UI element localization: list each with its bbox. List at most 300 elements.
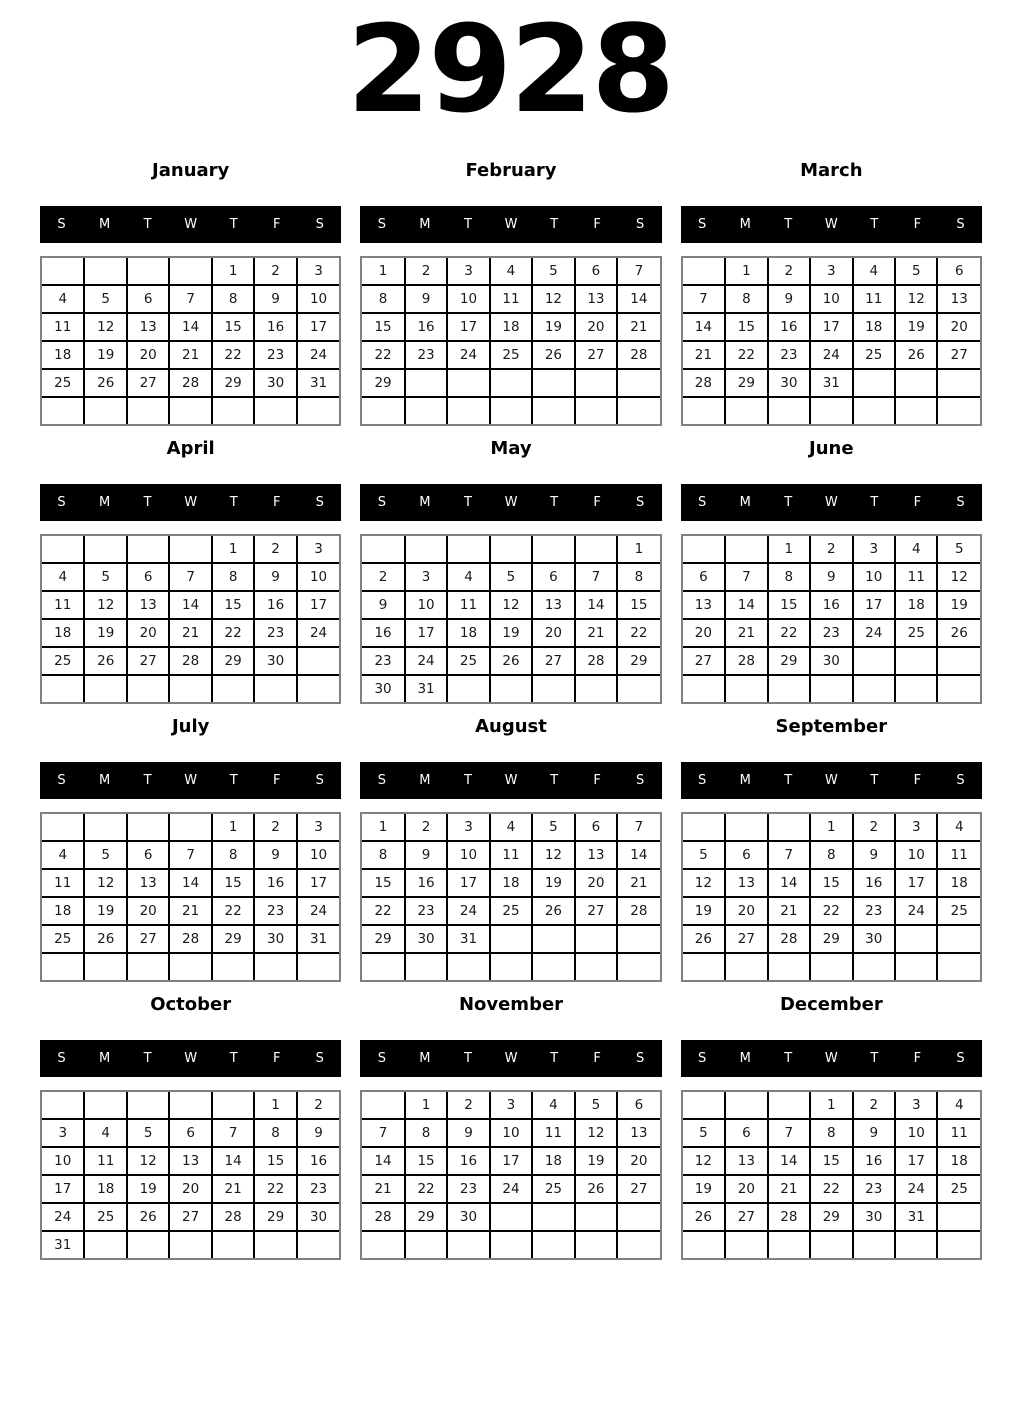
weekday-label: W bbox=[184, 1051, 198, 1066]
day-cell: 7 bbox=[212, 1119, 254, 1147]
weekday-label: T bbox=[870, 1051, 879, 1066]
week-row bbox=[362, 258, 659, 285]
empty-day-cell bbox=[575, 397, 617, 424]
day-cell: 30 bbox=[297, 1203, 340, 1231]
week-row bbox=[42, 1231, 339, 1258]
month-grid-outline bbox=[40, 812, 341, 982]
weekday-label: M bbox=[98, 217, 111, 232]
month-grid-outline bbox=[360, 534, 661, 704]
weekday-label: F bbox=[593, 1051, 601, 1066]
empty-day-cell bbox=[297, 675, 340, 702]
empty-day-cell bbox=[42, 814, 84, 841]
day-cell: 20 bbox=[725, 897, 767, 925]
day-cell: 6 bbox=[617, 1092, 660, 1119]
week-row bbox=[42, 1175, 339, 1203]
day-cell: 26 bbox=[683, 925, 725, 953]
week-row bbox=[683, 258, 980, 285]
day-cell: 10 bbox=[810, 285, 852, 313]
weekday-label: T bbox=[550, 217, 559, 232]
empty-day-cell bbox=[532, 369, 574, 397]
empty-day-cell bbox=[405, 1231, 447, 1258]
day-cell: 26 bbox=[84, 925, 126, 953]
empty-day-cell bbox=[447, 397, 489, 424]
day-cell: 14 bbox=[683, 313, 725, 341]
day-cell: 5 bbox=[532, 258, 574, 285]
weekday-label: M bbox=[739, 773, 751, 788]
day-cell: 1 bbox=[768, 536, 810, 563]
day-cell: 4 bbox=[84, 1119, 126, 1147]
day-cell: 11 bbox=[42, 869, 84, 897]
day-cell: 25 bbox=[490, 897, 532, 925]
empty-day-cell bbox=[937, 675, 980, 702]
month-grid bbox=[683, 1092, 980, 1258]
empty-day-cell bbox=[532, 953, 574, 980]
weekday-label: S bbox=[315, 495, 324, 510]
day-cell: 13 bbox=[532, 591, 574, 619]
day-cell: 5 bbox=[84, 841, 126, 869]
day-cell: 2 bbox=[853, 814, 895, 841]
empty-day-cell bbox=[532, 397, 574, 424]
week-row bbox=[683, 341, 980, 369]
day-cell: 7 bbox=[725, 563, 767, 591]
day-cell: 12 bbox=[575, 1119, 617, 1147]
day-cell: 31 bbox=[447, 925, 489, 953]
weekday-label: S bbox=[698, 495, 707, 510]
day-cell: 29 bbox=[362, 369, 404, 397]
month-grid-outline bbox=[681, 534, 982, 704]
empty-day-cell bbox=[490, 536, 532, 563]
month-grid-outline bbox=[681, 812, 982, 982]
week-row bbox=[683, 647, 980, 675]
day-cell: 23 bbox=[447, 1175, 489, 1203]
month-grid-outline bbox=[360, 1090, 661, 1260]
day-cell: 9 bbox=[362, 591, 404, 619]
day-cell: 28 bbox=[725, 647, 767, 675]
week-row bbox=[42, 1092, 339, 1119]
week-row bbox=[683, 369, 980, 397]
day-cell: 7 bbox=[617, 814, 660, 841]
empty-day-cell bbox=[405, 536, 447, 563]
day-cell: 2 bbox=[853, 1092, 895, 1119]
day-cell: 24 bbox=[42, 1203, 84, 1231]
day-cell: 8 bbox=[810, 1119, 852, 1147]
empty-day-cell bbox=[490, 953, 532, 980]
day-cell: 10 bbox=[405, 591, 447, 619]
day-cell: 28 bbox=[617, 897, 660, 925]
empty-day-cell bbox=[212, 1092, 254, 1119]
day-cell: 20 bbox=[169, 1175, 211, 1203]
empty-day-cell bbox=[405, 397, 447, 424]
weekday-label: W bbox=[504, 495, 518, 510]
day-cell: 16 bbox=[447, 1147, 489, 1175]
day-cell: 26 bbox=[895, 341, 937, 369]
day-cell: 22 bbox=[212, 341, 254, 369]
day-cell: 16 bbox=[405, 869, 447, 897]
week-row bbox=[362, 369, 659, 397]
empty-day-cell bbox=[84, 258, 126, 285]
weekday-label: T bbox=[463, 1051, 472, 1066]
empty-day-cell bbox=[297, 953, 340, 980]
empty-day-cell bbox=[768, 675, 810, 702]
week-row bbox=[362, 1175, 659, 1203]
day-cell: 15 bbox=[725, 313, 767, 341]
day-cell: 27 bbox=[575, 897, 617, 925]
weekday-label: S bbox=[636, 773, 645, 788]
day-cell: 23 bbox=[254, 341, 296, 369]
weekday-label: S bbox=[377, 217, 386, 232]
empty-day-cell bbox=[853, 369, 895, 397]
week-row bbox=[42, 897, 339, 925]
day-cell: 20 bbox=[575, 869, 617, 897]
day-cell: 2 bbox=[254, 536, 296, 563]
day-cell: 12 bbox=[532, 841, 574, 869]
day-cell: 19 bbox=[683, 1175, 725, 1203]
weekday-label: M bbox=[98, 1051, 111, 1066]
day-cell: 9 bbox=[853, 841, 895, 869]
empty-day-cell bbox=[42, 258, 84, 285]
empty-day-cell bbox=[768, 1231, 810, 1258]
day-cell: 31 bbox=[895, 1203, 937, 1231]
day-cell: 29 bbox=[617, 647, 660, 675]
week-row bbox=[362, 285, 659, 313]
empty-day-cell bbox=[169, 1092, 211, 1119]
day-cell: 18 bbox=[42, 619, 84, 647]
day-cell: 26 bbox=[490, 647, 532, 675]
empty-day-cell bbox=[683, 397, 725, 424]
day-cell: 16 bbox=[254, 869, 296, 897]
day-cell: 18 bbox=[42, 897, 84, 925]
empty-day-cell bbox=[84, 397, 126, 424]
day-cell: 17 bbox=[447, 869, 489, 897]
day-cell: 18 bbox=[447, 619, 489, 647]
day-cell: 16 bbox=[405, 313, 447, 341]
empty-day-cell bbox=[768, 397, 810, 424]
day-cell: 14 bbox=[768, 869, 810, 897]
day-cell: 7 bbox=[169, 563, 211, 591]
week-row bbox=[42, 953, 339, 980]
week-row bbox=[362, 1119, 659, 1147]
day-cell: 2 bbox=[254, 814, 296, 841]
empty-day-cell bbox=[937, 953, 980, 980]
day-cell: 30 bbox=[254, 647, 296, 675]
week-row bbox=[42, 397, 339, 424]
empty-day-cell bbox=[768, 953, 810, 980]
day-cell: 5 bbox=[683, 841, 725, 869]
day-cell: 9 bbox=[254, 563, 296, 591]
day-cell: 29 bbox=[405, 1203, 447, 1231]
day-cell: 6 bbox=[575, 258, 617, 285]
weekday-header bbox=[681, 206, 982, 243]
day-cell: 15 bbox=[362, 313, 404, 341]
empty-day-cell bbox=[254, 397, 296, 424]
empty-day-cell bbox=[853, 1231, 895, 1258]
day-cell: 5 bbox=[84, 285, 126, 313]
day-cell: 31 bbox=[810, 369, 852, 397]
empty-day-cell bbox=[405, 369, 447, 397]
empty-day-cell bbox=[683, 953, 725, 980]
weekday-header bbox=[360, 1040, 661, 1077]
weekday-header bbox=[40, 484, 341, 521]
day-cell: 19 bbox=[84, 341, 126, 369]
day-cell: 18 bbox=[532, 1147, 574, 1175]
day-cell: 17 bbox=[853, 591, 895, 619]
empty-day-cell bbox=[127, 397, 169, 424]
month-title: July bbox=[171, 716, 210, 737]
empty-day-cell bbox=[575, 925, 617, 953]
day-cell: 15 bbox=[768, 591, 810, 619]
empty-day-cell bbox=[575, 536, 617, 563]
week-row bbox=[683, 563, 980, 591]
day-cell: 9 bbox=[768, 285, 810, 313]
week-row bbox=[362, 591, 659, 619]
empty-day-cell bbox=[895, 925, 937, 953]
day-cell: 5 bbox=[84, 563, 126, 591]
weekday-label: S bbox=[315, 1051, 324, 1066]
month-title: January bbox=[152, 160, 230, 181]
day-cell: 20 bbox=[127, 341, 169, 369]
day-cell: 21 bbox=[617, 313, 660, 341]
weekday-label: W bbox=[824, 773, 838, 788]
day-cell: 10 bbox=[297, 841, 340, 869]
weekday-label: W bbox=[504, 773, 518, 788]
empty-day-cell bbox=[532, 1231, 574, 1258]
weekday-label: S bbox=[698, 773, 707, 788]
weekday-label: S bbox=[636, 495, 645, 510]
day-cell: 9 bbox=[254, 841, 296, 869]
day-cell: 10 bbox=[447, 841, 489, 869]
day-cell: 13 bbox=[127, 313, 169, 341]
day-cell: 11 bbox=[42, 313, 84, 341]
month-grid bbox=[683, 258, 980, 424]
day-cell: 2 bbox=[362, 563, 404, 591]
weekday-label: T bbox=[784, 495, 793, 510]
empty-day-cell bbox=[127, 953, 169, 980]
weekday-label: W bbox=[184, 217, 198, 232]
weekday-label: S bbox=[315, 217, 324, 232]
day-cell: 30 bbox=[362, 675, 404, 702]
day-cell: 10 bbox=[447, 285, 489, 313]
weekday-label: F bbox=[593, 495, 601, 510]
weekday-label: W bbox=[824, 1051, 838, 1066]
empty-day-cell bbox=[490, 397, 532, 424]
day-cell: 17 bbox=[297, 869, 340, 897]
day-cell: 19 bbox=[937, 591, 980, 619]
week-row bbox=[683, 869, 980, 897]
empty-day-cell bbox=[725, 1231, 767, 1258]
empty-day-cell bbox=[937, 647, 980, 675]
empty-day-cell bbox=[169, 536, 211, 563]
day-cell: 25 bbox=[42, 369, 84, 397]
month-grid-outline bbox=[360, 812, 661, 982]
day-cell: 5 bbox=[490, 563, 532, 591]
day-cell: 16 bbox=[362, 619, 404, 647]
month-block-february bbox=[360, 160, 661, 426]
empty-day-cell bbox=[937, 1203, 980, 1231]
year-title: 2928 bbox=[347, 1, 673, 140]
empty-day-cell bbox=[84, 953, 126, 980]
day-cell: 1 bbox=[362, 814, 404, 841]
day-cell: 3 bbox=[297, 258, 340, 285]
day-cell: 18 bbox=[895, 591, 937, 619]
empty-day-cell bbox=[490, 369, 532, 397]
day-cell: 18 bbox=[490, 313, 532, 341]
month-title: October bbox=[150, 994, 232, 1015]
day-cell: 22 bbox=[212, 897, 254, 925]
day-cell: 1 bbox=[254, 1092, 296, 1119]
week-row bbox=[42, 619, 339, 647]
week-row bbox=[362, 897, 659, 925]
empty-day-cell bbox=[84, 536, 126, 563]
month-grid bbox=[683, 814, 980, 980]
day-cell: 21 bbox=[169, 619, 211, 647]
month-grid bbox=[42, 258, 339, 424]
empty-day-cell bbox=[84, 1231, 126, 1258]
day-cell: 19 bbox=[490, 619, 532, 647]
empty-day-cell bbox=[490, 1231, 532, 1258]
day-cell: 11 bbox=[84, 1147, 126, 1175]
day-cell: 16 bbox=[254, 591, 296, 619]
day-cell: 23 bbox=[853, 897, 895, 925]
empty-day-cell bbox=[42, 953, 84, 980]
empty-day-cell bbox=[212, 675, 254, 702]
month-grid-outline bbox=[40, 256, 341, 426]
day-cell: 21 bbox=[683, 341, 725, 369]
empty-day-cell bbox=[725, 953, 767, 980]
day-cell: 23 bbox=[362, 647, 404, 675]
day-cell: 10 bbox=[895, 1119, 937, 1147]
day-cell: 24 bbox=[490, 1175, 532, 1203]
day-cell: 27 bbox=[169, 1203, 211, 1231]
week-row bbox=[362, 647, 659, 675]
day-cell: 7 bbox=[575, 563, 617, 591]
empty-day-cell bbox=[169, 814, 211, 841]
day-cell: 28 bbox=[768, 925, 810, 953]
day-cell: 14 bbox=[362, 1147, 404, 1175]
weekday-label: M bbox=[98, 773, 111, 788]
month-block-october bbox=[40, 994, 341, 1260]
day-cell: 18 bbox=[937, 869, 980, 897]
day-cell: 13 bbox=[937, 285, 980, 313]
weekday-header bbox=[40, 1040, 341, 1077]
week-row bbox=[683, 1231, 980, 1258]
empty-day-cell bbox=[362, 397, 404, 424]
day-cell: 14 bbox=[768, 1147, 810, 1175]
week-row bbox=[362, 536, 659, 563]
day-cell: 3 bbox=[447, 258, 489, 285]
empty-day-cell bbox=[768, 814, 810, 841]
day-cell: 17 bbox=[297, 591, 340, 619]
empty-day-cell bbox=[617, 1203, 660, 1231]
day-cell: 12 bbox=[84, 869, 126, 897]
day-cell: 21 bbox=[212, 1175, 254, 1203]
empty-day-cell bbox=[447, 369, 489, 397]
day-cell: 27 bbox=[617, 1175, 660, 1203]
day-cell: 6 bbox=[725, 841, 767, 869]
day-cell: 24 bbox=[810, 341, 852, 369]
month-grid bbox=[362, 1092, 659, 1258]
empty-day-cell bbox=[254, 953, 296, 980]
empty-day-cell bbox=[725, 675, 767, 702]
day-cell: 15 bbox=[810, 869, 852, 897]
weekday-label: F bbox=[913, 1051, 922, 1066]
day-cell: 21 bbox=[169, 897, 211, 925]
weekday-label: T bbox=[229, 773, 238, 788]
empty-day-cell bbox=[127, 258, 169, 285]
week-row bbox=[362, 619, 659, 647]
month-grid bbox=[42, 814, 339, 980]
empty-day-cell bbox=[362, 953, 404, 980]
empty-day-cell bbox=[42, 536, 84, 563]
weekday-label: M bbox=[419, 495, 431, 510]
day-cell: 12 bbox=[532, 285, 574, 313]
day-cell: 17 bbox=[810, 313, 852, 341]
day-cell: 12 bbox=[683, 1147, 725, 1175]
day-cell: 21 bbox=[725, 619, 767, 647]
day-cell: 10 bbox=[297, 563, 340, 591]
weekday-label: F bbox=[593, 773, 601, 788]
day-cell: 10 bbox=[297, 285, 340, 313]
day-cell: 22 bbox=[725, 341, 767, 369]
day-cell: 1 bbox=[617, 536, 660, 563]
day-cell: 26 bbox=[575, 1175, 617, 1203]
day-cell: 3 bbox=[297, 814, 340, 841]
day-cell: 11 bbox=[532, 1119, 574, 1147]
day-cell: 1 bbox=[212, 814, 254, 841]
day-cell: 13 bbox=[127, 591, 169, 619]
month-grid-outline bbox=[360, 256, 661, 426]
day-cell: 29 bbox=[212, 925, 254, 953]
day-cell: 5 bbox=[683, 1119, 725, 1147]
month-block-august bbox=[360, 716, 661, 982]
month-grid-outline bbox=[40, 534, 341, 704]
month-grid bbox=[362, 536, 659, 702]
month-block-july bbox=[40, 716, 341, 982]
day-cell: 22 bbox=[810, 897, 852, 925]
empty-day-cell bbox=[617, 397, 660, 424]
day-cell: 5 bbox=[937, 536, 980, 563]
day-cell: 7 bbox=[683, 285, 725, 313]
month-title: December bbox=[779, 994, 883, 1015]
weekday-label: F bbox=[913, 217, 922, 232]
day-cell: 7 bbox=[768, 1119, 810, 1147]
day-cell: 24 bbox=[895, 1175, 937, 1203]
day-cell: 24 bbox=[447, 341, 489, 369]
day-cell: 12 bbox=[895, 285, 937, 313]
day-cell: 22 bbox=[617, 619, 660, 647]
day-cell: 5 bbox=[127, 1119, 169, 1147]
day-cell: 8 bbox=[810, 841, 852, 869]
day-cell: 26 bbox=[532, 897, 574, 925]
weekday-label: M bbox=[419, 773, 431, 788]
weekday-label: T bbox=[550, 1051, 559, 1066]
day-cell: 11 bbox=[490, 841, 532, 869]
weekday-header bbox=[40, 206, 341, 243]
empty-day-cell bbox=[447, 536, 489, 563]
weekday-label: W bbox=[824, 495, 838, 510]
day-cell: 3 bbox=[895, 814, 937, 841]
day-cell: 12 bbox=[84, 591, 126, 619]
day-cell: 8 bbox=[362, 285, 404, 313]
empty-day-cell bbox=[127, 675, 169, 702]
week-row bbox=[362, 1231, 659, 1258]
weekday-label: T bbox=[784, 1051, 793, 1066]
day-cell: 9 bbox=[447, 1119, 489, 1147]
weekday-header bbox=[360, 762, 661, 799]
day-cell: 28 bbox=[212, 1203, 254, 1231]
weekday-label: F bbox=[913, 495, 922, 510]
day-cell: 16 bbox=[297, 1147, 340, 1175]
day-cell: 19 bbox=[532, 869, 574, 897]
